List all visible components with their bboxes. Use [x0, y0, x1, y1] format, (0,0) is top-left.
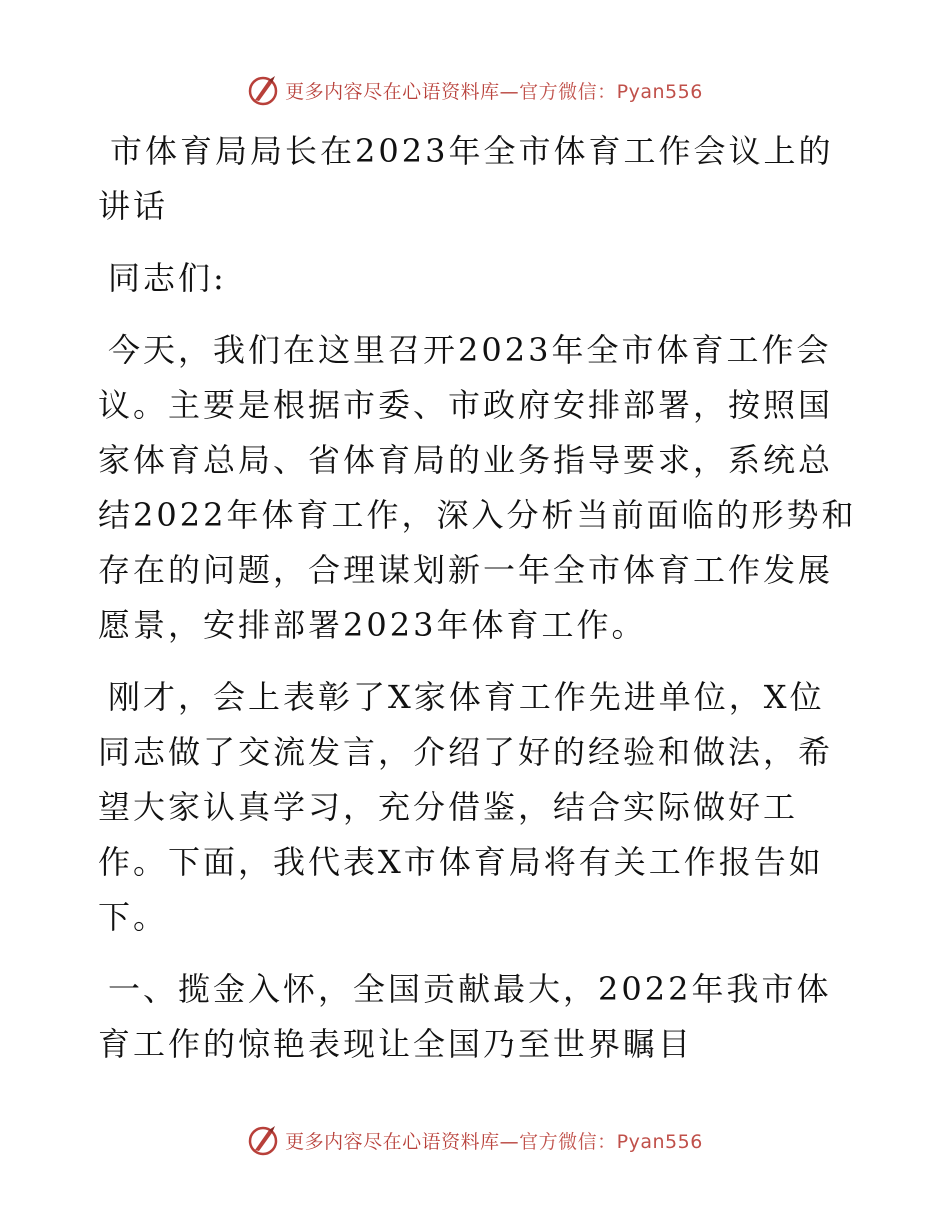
section-heading: 一、揽金入怀，全国贡献最大，2022年我市体育工作的惊艳表现让全国乃至世界瞩目 [98, 970, 832, 1063]
footer-banner-wechat: 官方微信：Pyan556 [519, 1130, 703, 1153]
paragraph-1: 今天，我们在这里召开2023年全市体育工作会议。主要是根据市委、市政府安排部署，按照国家体育总局、省体育局的业务指导要求，系统总结2022年体育工作，深入分析当前面临的形势和存在的问题，合理谋划新一年全市体育工作发展愿景，安排部署2023年体育工作。 [98, 331, 857, 644]
document-body [98, 124, 858, 1089]
document-title: 市体育局局长在2023年全市体育工作会议上的讲话 [98, 132, 834, 225]
header-banner [0, 70, 950, 110]
footer-banner [0, 1120, 950, 1160]
banner-wechat: 官方微信：Pyan556 [519, 80, 703, 103]
quill-pen-logo-icon [247, 74, 279, 106]
footer-banner-text: 更多内容尽在心语资料库— [285, 1130, 520, 1153]
quill-pen-logo-icon [247, 1124, 279, 1156]
banner-text: 更多内容尽在心语资料库— [285, 80, 520, 103]
salutation: 同志们: [108, 259, 227, 297]
paragraph-2: 刚才，会上表彰了X家体育工作先进单位，X位同志做了交流发言，介绍了好的经验和做法，希望大家认真学习，充分借鉴，结合实际做好工作。下面，我代表X市体育局将有关工作报告如下。 [98, 678, 834, 936]
